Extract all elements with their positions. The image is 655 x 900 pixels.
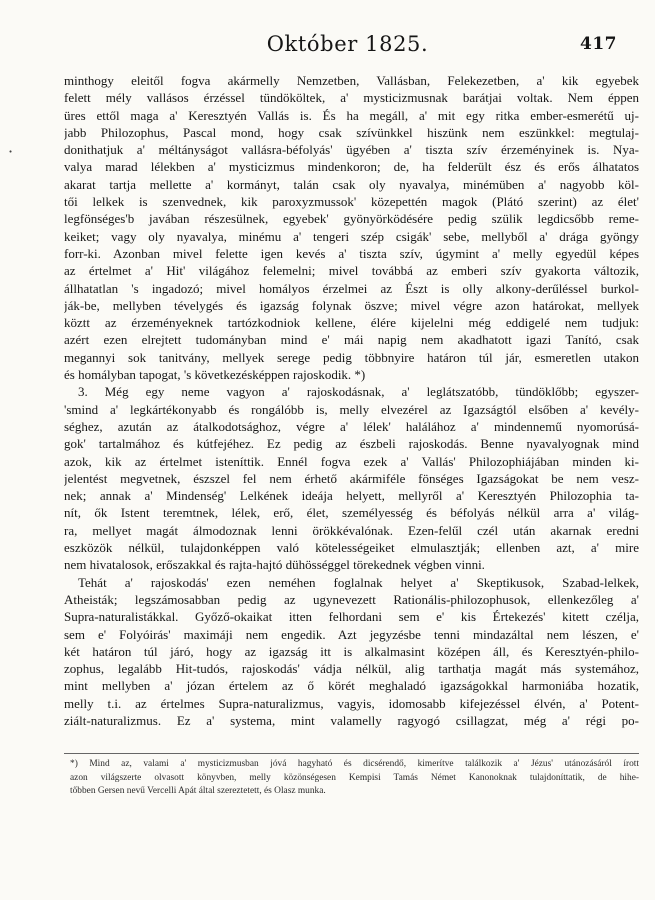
text-line: keiket; vagy oly nyavalya, minému a' tengeri szép csigák' sebe, mellyből a' drága gyöngy — [64, 228, 639, 244]
text-line: nít, ők Istent teremtnek, lélek, erő, élet, személyesség és béfolyás nélkül arra a' világ- — [64, 505, 639, 521]
text-line: melly t.i. az értelmes Supra-naturalizmus, vagyis, idomosabb kifejezéssel élvén, a' Potent- — [64, 695, 639, 711]
text-line: jelentést megvetnek, észszel fel nem érhető akármiféle fönséges Igazságokat be nem vesz- — [64, 470, 639, 486]
text-line: gok' tartalmához és kútfejéhez. Ez pedig az észbeli rajoskodás. Benne nyavalyognak mind — [64, 436, 639, 452]
text-line: két határon túl járó, hogy az igazság itt is alkalmasint középen áll, és Keresztyén-philo- — [64, 643, 639, 659]
footnote-line: *) Mind az, valami a' mysticizmusban jóvá hagyható és dicsérendő, kimerítve találkozik a' Jézus' utánozásáról írott — [70, 759, 639, 769]
text-line: tői lelkek is szenvednek, kik paroxyzmussok' közepettén magok (Plátó szerint) az élet' — [64, 194, 639, 210]
text-line: donithatjuk a' méltányságot vallásra-béfolyás' ügyében a' tiszta szív érzeményinek is. Nya- — [64, 142, 639, 158]
running-header — [58, 32, 637, 64]
text-line: köztt az érzeményeknek tartózkodniok kellene, élére kijelelni még eddigelé nem tudjuk: — [64, 315, 639, 331]
text-line: Atheisták; legszámosabban pedig az ugynevezett Rationális-philozophusok, ellenkezőleg a' — [64, 591, 639, 607]
footnote-line: azon világszerte olvasott könyvben, melly közönségesen Kempisi Tamás Német Kanonoknak tulajdoníttatik, de hihe- — [70, 772, 639, 783]
text-line: ják-be, mellyben tévelygés és igazság folynak öszve; mivel végre azon határokat, mellyek — [64, 297, 639, 313]
text-line: jabb Philozophus, Pascal mond, hogy csak szívünkkel hiszünk nem eszünkkel: megtulaj- — [64, 124, 639, 140]
text-line: nem hivatalosok, erőszakkal és rajta-hajtó dühösséggel törekednek végben vinni. — [64, 557, 485, 573]
text-line: 3. Még egy neme vagyon a' rajoskodásnak, a' leglátszatóbb, tündöklőbb; egyszer- — [78, 384, 639, 400]
text-line: Supra-naturalistákkal. Győző-okaikat itten felhordani sem e' kis Értekezés' kitett czélja, — [64, 609, 639, 625]
text-line: zophus, legalább Hit-tudós, rajoskodás' vádja nélkül, alig tarthatja magát más systemához, — [64, 661, 639, 677]
text-line: és homályban tapogat, 's következésképpen rajoskodik. *) — [64, 367, 366, 383]
text-line: felett mély vallásos érzéssel tündököltek, a' mysticizmusnak barátjai voltak. Nem éppen — [64, 90, 639, 106]
margin-mark: · — [8, 142, 14, 161]
text-line: ziált-naturalizmus. Ez a' systema, mint valamelly ragyogó csillagzat, még a' régi po- — [64, 712, 639, 728]
text-line: nek; annak a' Mindenség' Lelkének ideája helyett, mellyről a' Keresztyén Philozophia ta- — [64, 488, 639, 504]
text-line: eszközök nélkül, tulajdonképpen való kötelességeiket elmulasztják; ellenben azt, a' mire — [64, 540, 639, 556]
text-line: az értelmet a' Hit' világához felemelni; mivel továbbá az emberi szív gyakorta változik, — [64, 263, 639, 279]
footnote-line: tőbben Gersen nevű Vercelli Apát által szereztetett, és Olasz munka. — [70, 786, 326, 796]
header-title: Október 1825. — [266, 32, 429, 56]
text-line: valya marad lélekben a' mysticizmus mindenkoron; de, ha felderült ész és erős álhatatos — [64, 159, 639, 175]
footnote-rule — [64, 753, 639, 754]
text-line: sem e' Folyóirás' maximáji nem engedik. Azt jegyzésbe tenni mindazáltal nem lészen, e' — [64, 626, 639, 642]
footnote — [70, 758, 639, 799]
text-line: Tehát a' rajoskodás' ezen neméhen foglalnak helyet a' Skeptikusok, Szabad-lelkek, — [78, 574, 639, 590]
text-line: állhatatlan 's ingadozó; mivel homályos érzelmei az Észt is olly alkony-derűléssel burkol- — [64, 280, 639, 296]
text-line: legfönséges'b javában részesülnek, egyebek' gyönyörködésére pedig szülik legdicsőbb reme- — [64, 211, 639, 227]
text-line: azok, kik az értelmet isteníttik. Ennél fogva ezek a' Vallás' Philozophiájában minden ki- — [64, 453, 639, 469]
text-line: séghez, azután az átalkodotsághoz, végre a' lélek' halálához a' mindennemű nyomorúsá- — [64, 418, 639, 434]
text-line: üres ettől maga a' Keresztyén Vallás is. És ha megáll, a' mit egy ritka ember-esmerétű uj- — [64, 107, 639, 123]
text-line: akarat tartja mellette a' kormányt, talán csak oly nyavalya, minémüben a' nagyobb köl- — [64, 176, 639, 192]
text-line: 'smind a' legkártékonyabb és rongálóbb is, melly elvezérel az Igazságtól elsőben a' kevély- — [64, 401, 639, 417]
text-line: ra, mellyet magát álmodoznak lenni örökkévalónak. Ezen-felűl czél után akarnak eredni — [64, 522, 639, 538]
text-line: mint mellyben a' józan értelem az ő körét meghaladó igazságokkal harmoniába hozatik, — [64, 678, 639, 694]
text-line: megannyi sok tanitvány, mellyek serege pedig többnyire határon túl jár, esmeretlen utakon — [64, 349, 639, 365]
text-line: azért ezen elrejtett tudományban mind e' mái napig nem akadhatott igazi Tanító, csak — [64, 332, 639, 348]
page-number: 417 — [580, 34, 617, 54]
text-line: minthogy eleitől fogva akármelly Nemzetben, Vallásban, Felekezetben, a' kik egyebek — [64, 73, 639, 88]
text-line: forr-ki. Azonban mivel felette igen kevés a' tiszta szív, úgymint a' melly egyedül képes — [64, 245, 639, 261]
main-text — [64, 72, 639, 729]
